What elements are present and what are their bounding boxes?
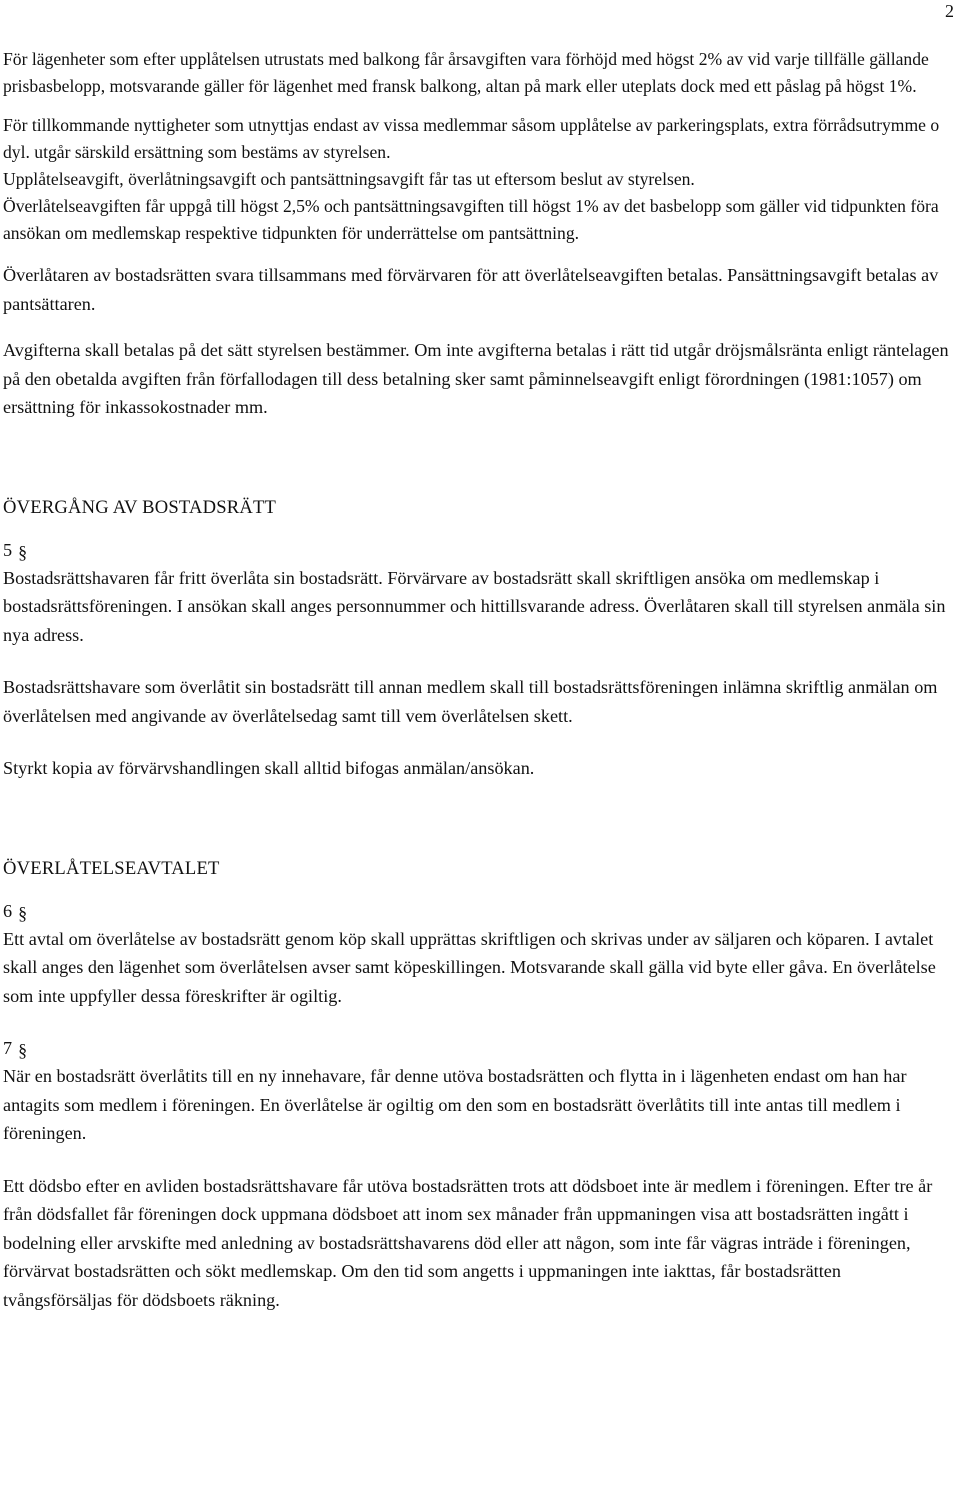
paragraph-payment-terms: Avgifterna skall betalas på det sätt styrelsen bestämmer. Om inte avgifterna betalas i rätt tid utgår dröjsmålsränta enligt räntelagen på den obetalda avgiften från förfallodagen till dess betalning sker samt påminnelseavgift enligt förordningen (1981:1057) om ersättning för inkassokostnader mm.	[3, 340, 949, 417]
paragraph-number-6	[3, 897, 951, 925]
paragraph-5-text-2: Bostadsrättshavare som överlåtit sin bostadsrätt till annan medlem skall till bostadsrättsföreningen inlämna skriftlig anmälan om överlåtelsen med angivande av överlåtelsedag samt till vem överlåtelsen skett.	[3, 677, 938, 726]
section-heading-transfer-agreement: ÖVERLÅTELSEAVTALET	[3, 857, 220, 879]
paragraph-number-6-label: 6	[3, 900, 13, 921]
paragraph-transferor-liability: Överlåtaren av bostadsrätten svara tillsammans med förvärvaren för att överlåtelseavgiften betalas. Pansättningsavgift betalas av pantsättaren.	[3, 265, 939, 314]
paragraph-number-5-label: 5	[3, 539, 13, 560]
paragraph-number-7	[3, 1034, 951, 1062]
paragraph-number-5	[3, 536, 951, 564]
paragraph-transfer-fee-limits: Överlåtelseavgiften får uppgå till högst 2,5% och pantsättningsavgiften till högst 1% av det basbelopp som gäller vid tidpunkten föra ansökan om medlemskap respektive tidpunkten för underrättelse om pantsättning.	[3, 196, 939, 243]
page-number: 2	[945, 1, 954, 21]
paragraph-fees-decision: Upplåtelseavgift, överlåtningsavgift och pantsättningsavgift får tas ut eftersom beslut av styrelsen.	[3, 169, 695, 189]
paragraph-7-text-2: Ett dödsbo efter en avliden bostadsrättshavare får utöva bostadsrätten trots att dödsboet inte är medlem i föreningen. Efter tre år från dödsfallet får föreningen dock uppmana dödsboet att inom sex månader från uppmaningen visa att bostadsrätten ingått i bodelning eller arvskifte med anledning av bostadsrättshavarens död eller att någon, som inte får vägras inträde i föreningen, förvärvat bostadsrätten och sökt medlemskap. Om den tid som angetts i uppmaningen inte iakttas, får bostadsrätten tvångsförsäljas för dödsboets räkning.	[3, 1175, 933, 1310]
section-sign-icon: §	[18, 902, 28, 923]
section-heading-transfer: ÖVERGÅNG AV BOSTADSRÄTT	[3, 496, 277, 518]
paragraph-6-text-1: Ett avtal om överlåtelse av bostadsrätt genom köp skall upprättas skriftligen och skrivas under av säljaren och köparen. I avtalet skall anges den lägenhet som överlåtelsen avser samt köpeskillingen. Motsvarande skall gälla vid byte eller gåva. En överlåtelse som inte uppfyller dessa föreskrifter är ogiltig.	[3, 928, 936, 1006]
section-sign-icon: §	[18, 541, 28, 562]
paragraph-balcony-fee: För lägenheter som efter upplåtelsen utrustats med balkong får årsavgiften vara förhöjd med högst 2% av vid varje tillfälle gällande prisbasbelopp, motsvarande gäller för lägenhet med fransk balkong, altan på mark eller uteplats dock med ett påslag på högst 1%.	[3, 49, 929, 96]
paragraph-5-text-1: Bostadsrättshavaren får fritt överlåta sin bostadsrätt. Förvärvare av bostadsrätt skall skriftligen ansöka om medlemskap i bostadsrättsföreningen. I ansökan skall anges personnummer och hittillsvarande adress. Överlåtaren skall till styrelsen anmäla sin nya adress.	[3, 567, 946, 645]
paragraph-extra-amenities: För tillkommande nyttigheter som utnyttjas endast av vissa medlemmar såsom upplåtelse av parkeringsplats, extra förrådsutrymme o dyl. utgår särskild ersättning som bestäms av styrelsen.	[3, 115, 940, 162]
section-sign-icon: §	[18, 1040, 28, 1060]
document-body	[3, 46, 951, 1314]
paragraph-number-7-label: 7	[3, 1038, 13, 1058]
paragraph-5-text-3: Styrkt kopia av förvärvshandlingen skall alltid bifogas anmälan/ansökan.	[3, 758, 535, 778]
paragraph-7-text-1: När en bostadsrätt överlåtits till en ny innehavare, får denne utöva bostadsrätten och flytta in i lägenheten endast om han har antagits som medlem i föreningen. En överlåtelse är ogiltig om den som en bostadsrätt överlåtits till inte antas till medlem i föreningen.	[3, 1066, 907, 1143]
